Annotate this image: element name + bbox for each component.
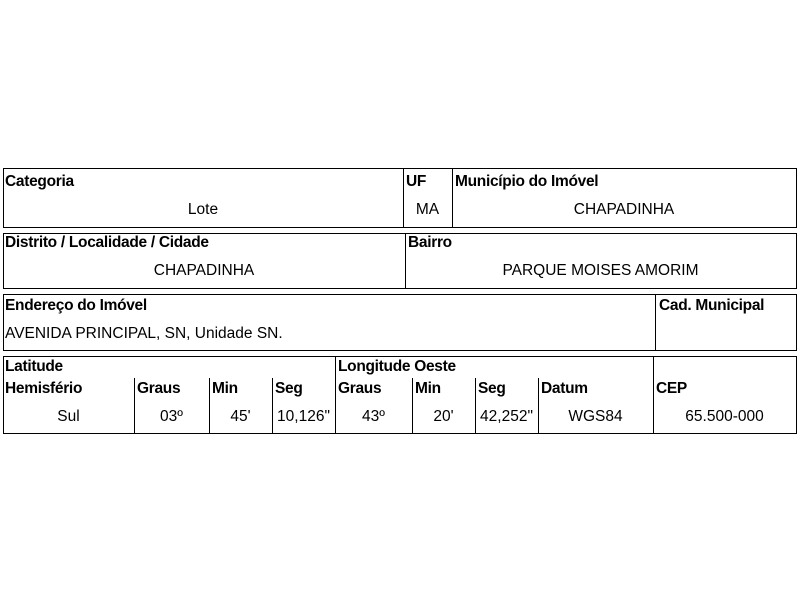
row4-top-border [3, 356, 797, 357]
lat-seg-value: 10,126" [277, 408, 330, 425]
endereco-label: Endereço do Imóvel [5, 297, 147, 314]
lon-seg-value: 42,252" [480, 408, 533, 425]
uf-label: UF [406, 173, 427, 190]
longitude-label: Longitude Oeste [338, 358, 456, 375]
cep-label: CEP [656, 380, 687, 397]
hemisferio-label: Hemisfério [5, 380, 83, 397]
lon-min-label: Min [415, 380, 441, 397]
row3-bottom-border [3, 350, 797, 351]
lat-seg-label: Seg [275, 380, 303, 397]
datum-label: Datum [541, 380, 588, 397]
cep-value: 65.500-000 [685, 408, 764, 425]
row4-bottom-border [3, 433, 797, 434]
row2-bottom-border [3, 288, 797, 289]
municipio-value: CHAPADINHA [573, 201, 675, 218]
row1-bottom-border [3, 227, 797, 228]
hemisferio-value: Sul [57, 408, 80, 425]
bairro-label: Bairro [408, 234, 452, 251]
lat-min-label: Min [212, 380, 238, 397]
bairro-value: PARQUE MOISES AMORIM [502, 262, 699, 279]
latitude-label: Latitude [5, 358, 63, 375]
lon-graus-value: 43º [362, 408, 385, 425]
lon-min-value: 20' [433, 408, 454, 425]
lat-graus-value: 03º [160, 408, 183, 425]
row3-right-border [796, 294, 797, 350]
row1-top-border [3, 168, 797, 169]
cad-municipal-label: Cad. Municipal [659, 297, 765, 314]
uf-value: MA [415, 201, 440, 218]
row4-right-border [796, 356, 797, 433]
row3-top-border [3, 294, 797, 295]
lon-seg-label: Seg [478, 380, 506, 397]
endereco-value: AVENIDA PRINCIPAL, SN, Unidade SN. [5, 325, 283, 342]
row1-right-border [796, 168, 797, 227]
datum-value: WGS84 [568, 408, 623, 425]
categoria-label: Categoria [5, 173, 74, 190]
distrito-value: CHAPADINHA [153, 262, 255, 279]
row3-divider-cad [655, 294, 656, 350]
lon-graus-label: Graus [338, 380, 382, 397]
row3-left-border [3, 294, 4, 350]
lat-min-value: 45' [230, 408, 251, 425]
distrito-label: Distrito / Localidade / Cidade [5, 234, 209, 251]
categoria-value: Lote [187, 201, 219, 218]
municipio-label: Município do Imóvel [455, 173, 599, 190]
lat-graus-label: Graus [137, 380, 181, 397]
row2-right-border [796, 233, 797, 288]
